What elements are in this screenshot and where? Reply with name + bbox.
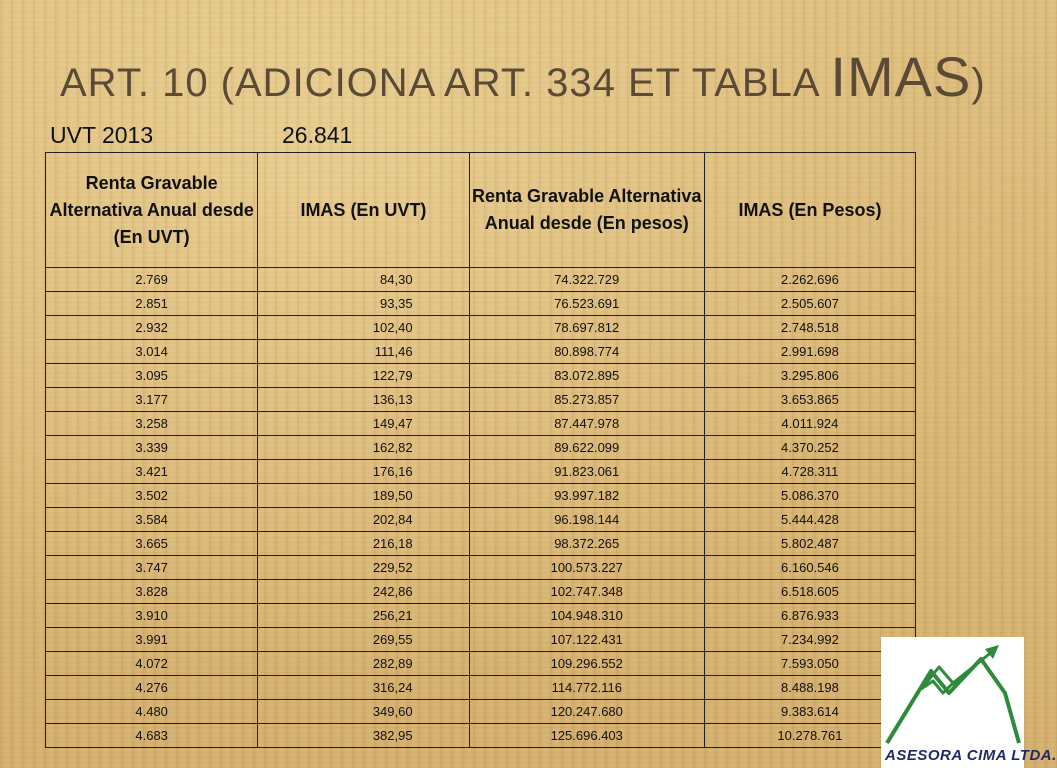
imas-uvt-cell: 149,47 (258, 412, 469, 436)
renta-uvt-cell: 3.584 (46, 508, 258, 532)
renta-uvt-cell: 3.095 (46, 364, 258, 388)
imas-pesos-cell: 6.518.605 (704, 580, 915, 604)
imas-uvt-cell: 189,50 (258, 484, 469, 508)
logo-text: ASESORA CIMA LTDA. (885, 747, 1057, 764)
imas-uvt-cell: 382,95 (258, 724, 469, 748)
table-row (46, 316, 916, 340)
renta-uvt-cell: 3.910 (46, 604, 258, 628)
header-renta-pesos: Renta Gravable Alternativa Anual desde (En pesos) (469, 153, 704, 268)
renta-uvt-cell: 3.014 (46, 340, 258, 364)
imas-pesos-cell: 5.444.428 (704, 508, 915, 532)
imas-uvt-cell: 176,16 (258, 460, 469, 484)
renta-pesos-cell: 114.772.116 (469, 676, 704, 700)
renta-uvt-cell: 3.991 (46, 628, 258, 652)
imas-uvt-cell: 162,82 (258, 436, 469, 460)
renta-uvt-cell: 2.932 (46, 316, 258, 340)
imas-uvt-cell: 269,55 (258, 628, 469, 652)
imas-uvt-cell: 316,24 (258, 676, 469, 700)
table-row (46, 340, 916, 364)
imas-uvt-cell: 111,46 (258, 340, 469, 364)
header-renta-uvt: Renta Gravable Alternativa Anual desde (En UVT) (46, 153, 258, 268)
table-row (46, 604, 916, 628)
renta-pesos-cell: 74.322.729 (469, 268, 704, 292)
renta-pesos-cell: 96.198.144 (469, 508, 704, 532)
table-row (46, 292, 916, 316)
imas-uvt-cell: 216,18 (258, 532, 469, 556)
imas-pesos-cell: 9.383.614 (704, 700, 915, 724)
renta-pesos-cell: 104.948.310 (469, 604, 704, 628)
renta-pesos-cell: 120.247.680 (469, 700, 704, 724)
renta-pesos-cell: 87.447.978 (469, 412, 704, 436)
renta-pesos-cell: 100.573.227 (469, 556, 704, 580)
imas-pesos-cell: 6.160.546 (704, 556, 915, 580)
uvt-value: 26.841 (282, 122, 353, 148)
renta-uvt-cell: 4.072 (46, 652, 258, 676)
renta-uvt-cell: 4.276 (46, 676, 258, 700)
imas-uvt-cell: 202,84 (258, 508, 469, 532)
renta-uvt-cell: 3.828 (46, 580, 258, 604)
imas-pesos-cell: 2.262.696 (704, 268, 915, 292)
imas-uvt-cell: 282,89 (258, 652, 469, 676)
renta-pesos-cell: 125.696.403 (469, 724, 704, 748)
renta-pesos-cell: 109.296.552 (469, 652, 704, 676)
table-row (46, 556, 916, 580)
renta-pesos-cell: 107.122.431 (469, 628, 704, 652)
imas-pesos-cell: 2.748.518 (704, 316, 915, 340)
imas-table (45, 152, 916, 748)
renta-uvt-cell: 4.480 (46, 700, 258, 724)
table-row (46, 580, 916, 604)
table-row (46, 508, 916, 532)
table-row (46, 436, 916, 460)
table-body (46, 268, 916, 748)
renta-uvt-cell: 3.502 (46, 484, 258, 508)
slide-title (60, 44, 986, 109)
imas-pesos-cell: 5.086.370 (704, 484, 915, 508)
imas-uvt-cell: 229,52 (258, 556, 469, 580)
renta-uvt-cell: 3.747 (46, 556, 258, 580)
renta-pesos-cell: 89.622.099 (469, 436, 704, 460)
table-row (46, 484, 916, 508)
imas-uvt-cell: 242,86 (258, 580, 469, 604)
table-row (46, 700, 916, 724)
renta-uvt-cell: 2.769 (46, 268, 258, 292)
imas-pesos-cell: 3.653.865 (704, 388, 915, 412)
table-row (46, 412, 916, 436)
slide-title-close: ) (971, 61, 986, 105)
renta-uvt-cell: 3.177 (46, 388, 258, 412)
imas-pesos-cell: 7.593.050 (704, 652, 915, 676)
slide-title-main: ART. 10 (ADICIONA ART. 334 ET TABLA (60, 61, 831, 105)
imas-pesos-cell: 8.488.198 (704, 676, 915, 700)
renta-uvt-cell: 2.851 (46, 292, 258, 316)
imas-pesos-cell: 7.234.992 (704, 628, 915, 652)
imas-pesos-cell: 4.370.252 (704, 436, 915, 460)
imas-pesos-cell: 2.505.607 (704, 292, 915, 316)
imas-uvt-cell: 122,79 (258, 364, 469, 388)
table-row (46, 268, 916, 292)
renta-uvt-cell: 4.683 (46, 724, 258, 748)
table-row (46, 364, 916, 388)
renta-pesos-cell: 78.697.812 (469, 316, 704, 340)
imas-pesos-cell: 5.802.487 (704, 532, 915, 556)
renta-pesos-cell: 80.898.774 (469, 340, 704, 364)
imas-pesos-cell: 3.295.806 (704, 364, 915, 388)
uvt-row (50, 122, 353, 149)
renta-pesos-cell: 76.523.691 (469, 292, 704, 316)
imas-uvt-cell: 84,30 (258, 268, 469, 292)
table-row (46, 460, 916, 484)
imas-pesos-cell: 4.011.924 (704, 412, 915, 436)
renta-pesos-cell: 102.747.348 (469, 580, 704, 604)
renta-uvt-cell: 3.339 (46, 436, 258, 460)
renta-pesos-cell: 83.072.895 (469, 364, 704, 388)
imas-pesos-cell: 6.876.933 (704, 604, 915, 628)
imas-uvt-cell: 349,60 (258, 700, 469, 724)
renta-pesos-cell: 85.273.857 (469, 388, 704, 412)
company-logo (881, 637, 1057, 768)
header-imas-pesos: IMAS (En Pesos) (704, 153, 915, 268)
header-imas-uvt: IMAS (En UVT) (258, 153, 469, 268)
slide-title-imas: IMAS (830, 45, 972, 108)
imas-pesos-cell: 10.278.761 (704, 724, 915, 748)
table-row (46, 724, 916, 748)
imas-pesos-cell: 2.991.698 (704, 340, 915, 364)
renta-pesos-cell: 91.823.061 (469, 460, 704, 484)
uvt-label: UVT 2013 (50, 122, 154, 148)
imas-uvt-cell: 136,13 (258, 388, 469, 412)
renta-uvt-cell: 3.258 (46, 412, 258, 436)
renta-uvt-cell: 3.665 (46, 532, 258, 556)
renta-pesos-cell: 93.997.182 (469, 484, 704, 508)
table-row (46, 652, 916, 676)
table-row (46, 532, 916, 556)
table-row (46, 628, 916, 652)
table-header-row (46, 153, 916, 268)
imas-uvt-cell: 256,21 (258, 604, 469, 628)
imas-uvt-cell: 93,35 (258, 292, 469, 316)
table-row (46, 676, 916, 700)
imas-uvt-cell: 102,40 (258, 316, 469, 340)
table-row (46, 388, 916, 412)
renta-uvt-cell: 3.421 (46, 460, 258, 484)
renta-pesos-cell: 98.372.265 (469, 532, 704, 556)
imas-pesos-cell: 4.728.311 (704, 460, 915, 484)
